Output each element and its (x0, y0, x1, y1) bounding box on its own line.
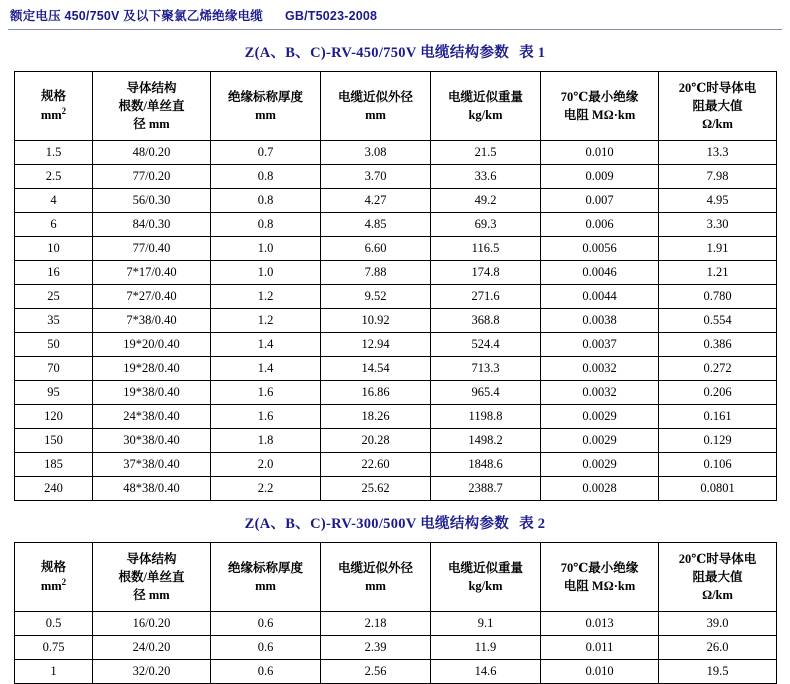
col-header-outer-diameter (321, 543, 431, 612)
col-header-weight (431, 72, 541, 141)
col-header-line: mm (365, 579, 386, 593)
col-header-insulation-thickness (211, 72, 321, 141)
table-cell: 9.52 (321, 285, 431, 309)
col-header-line: 规格 (40, 560, 66, 575)
table-cell: 965.4 (431, 381, 541, 405)
table-cell: 0.0056 (541, 237, 659, 261)
table-cell: 6 (15, 213, 93, 237)
table-cell: 120 (15, 405, 93, 429)
table-row (15, 261, 777, 285)
table-cell: 12.94 (321, 333, 431, 357)
table-cell: 2.0 (211, 453, 321, 477)
col-header-line: 20℃时导体电 (678, 551, 757, 566)
document-header (0, 0, 790, 26)
table-cell: 14.6 (431, 660, 541, 684)
col-header-line: mm (255, 579, 276, 593)
table-cell: 2.2 (211, 477, 321, 501)
table-1-title (0, 41, 790, 62)
col-header-spec (15, 72, 93, 141)
table-cell: 22.60 (321, 453, 431, 477)
table-cell: 16.86 (321, 381, 431, 405)
col-header-line: 阻最大值 (692, 98, 743, 113)
table-row (15, 333, 777, 357)
table-cell: 4.95 (659, 189, 777, 213)
table-row (15, 453, 777, 477)
table-cell: 16/0.20 (93, 612, 211, 636)
table-cell: 24*38/0.40 (93, 405, 211, 429)
document-title: 额定电压 450/750V 及以下聚氯乙烯绝缘电缆 (10, 9, 263, 23)
table-cell: 70 (15, 357, 93, 381)
table-2-title (0, 512, 790, 533)
table-cell: 0.0038 (541, 309, 659, 333)
table-cell: 0.272 (659, 357, 777, 381)
table-cell: 0.161 (659, 405, 777, 429)
table-cell: 37*38/0.40 (93, 453, 211, 477)
table-cell: 49.2 (431, 189, 541, 213)
col-header-line: 径 mm (133, 117, 170, 132)
table-cell: 19*28/0.40 (93, 357, 211, 381)
table-cell: 77/0.40 (93, 237, 211, 261)
col-header-line: 绝缘标称厚度 (227, 89, 303, 104)
col-header-line: 电缆近似重量 (447, 89, 523, 104)
table-cell: 271.6 (431, 285, 541, 309)
col-header-line: 绝缘标称厚度 (227, 560, 303, 575)
table-cell: 1.2 (211, 285, 321, 309)
table-cell: 713.3 (431, 357, 541, 381)
col-header-line: 电缆近似外径 (337, 89, 413, 104)
table-cell: 368.8 (431, 309, 541, 333)
table-row (15, 429, 777, 453)
table-cell: 7*27/0.40 (93, 285, 211, 309)
table-cell: 0.0032 (541, 357, 659, 381)
table-2-header-row (15, 543, 777, 612)
table-row (15, 189, 777, 213)
col-header-line: 规格 (40, 89, 66, 104)
col-header-spec (15, 543, 93, 612)
table-cell: 3.08 (321, 141, 431, 165)
table-cell: 13.3 (659, 141, 777, 165)
table-cell: 1.0 (211, 237, 321, 261)
table-cell: 10.92 (321, 309, 431, 333)
col-header-conductor-resistance (659, 72, 777, 141)
table-cell: 3.30 (659, 213, 777, 237)
table-cell: 174.8 (431, 261, 541, 285)
col-header-insulation-resistance (541, 543, 659, 612)
col-header-line: mm (365, 108, 386, 122)
table-cell: 35 (15, 309, 93, 333)
table-2-title-text: Z(A、B、C)-RV-300/500V 电缆结构参数 (244, 516, 510, 532)
table-cell: 0.6 (211, 660, 321, 684)
table-cell: 2.18 (321, 612, 431, 636)
col-header-conductor-structure (93, 72, 211, 141)
table-cell: 0.106 (659, 453, 777, 477)
table-1-header-row (15, 72, 777, 141)
table-cell: 0.007 (541, 189, 659, 213)
table-cell: 19*38/0.40 (93, 381, 211, 405)
table-cell: 25 (15, 285, 93, 309)
table-cell: 2.39 (321, 636, 431, 660)
col-header-line: 电缆近似外径 (337, 560, 413, 575)
table-cell: 0.0032 (541, 381, 659, 405)
col-header-line: 根数/单丝直 (118, 98, 185, 113)
table-row (15, 612, 777, 636)
col-header-line: 导体结构 (126, 80, 177, 95)
table-cell: 7*38/0.40 (93, 309, 211, 333)
table-row (15, 660, 777, 684)
table-cell: 0.206 (659, 381, 777, 405)
table-cell: 4.27 (321, 189, 431, 213)
table-1-head (15, 72, 777, 141)
col-header-line: kg/km (468, 108, 503, 122)
table-row (15, 357, 777, 381)
table-cell: 0.010 (541, 660, 659, 684)
table-cell: 0.129 (659, 429, 777, 453)
table-cell: 1.0 (211, 261, 321, 285)
table-cell: 7*17/0.40 (93, 261, 211, 285)
table-cell: 0.0037 (541, 333, 659, 357)
table-row (15, 165, 777, 189)
table-cell: 2388.7 (431, 477, 541, 501)
table-cell: 0.010 (541, 141, 659, 165)
table-cell: 185 (15, 453, 93, 477)
table-cell: 7.88 (321, 261, 431, 285)
table-cell: 0.6 (211, 612, 321, 636)
table-cell: 39.0 (659, 612, 777, 636)
table-cell: 1.6 (211, 405, 321, 429)
table-cell: 0.0029 (541, 453, 659, 477)
col-header-line: 根数/单丝直 (118, 569, 185, 584)
table-1-body (15, 141, 777, 501)
table-cell: 50 (15, 333, 93, 357)
cable-spec-table-1 (14, 71, 777, 501)
table-cell: 10 (15, 237, 93, 261)
table-cell: 1498.2 (431, 429, 541, 453)
table-cell: 524.4 (431, 333, 541, 357)
col-header-weight (431, 543, 541, 612)
table-2-wrapper (0, 542, 790, 684)
table-cell: 0.0029 (541, 405, 659, 429)
table-cell: 0.8 (211, 165, 321, 189)
table-cell: 32/0.20 (93, 660, 211, 684)
table-row (15, 285, 777, 309)
table-row (15, 309, 777, 333)
table-2-head (15, 543, 777, 612)
header-divider (8, 29, 782, 30)
table-cell: 1.2 (211, 309, 321, 333)
table-cell: 7.98 (659, 165, 777, 189)
table-cell: 2.5 (15, 165, 93, 189)
col-header-unit: $mm^2$ (40, 577, 67, 594)
col-header-line: 导体结构 (126, 551, 177, 566)
table-cell: 4.85 (321, 213, 431, 237)
col-header-line: 20℃时导体电 (678, 80, 757, 95)
table-cell: 0.009 (541, 165, 659, 189)
table-cell: 1848.6 (431, 453, 541, 477)
table-cell: 21.5 (431, 141, 541, 165)
table-cell: 26.0 (659, 636, 777, 660)
table-cell: 1.21 (659, 261, 777, 285)
table-cell: 240 (15, 477, 93, 501)
table-1-wrapper (0, 71, 790, 501)
table-cell: 116.5 (431, 237, 541, 261)
table-cell: 14.54 (321, 357, 431, 381)
col-header-line: 电阻 MΩ·km (563, 579, 636, 593)
table-cell: 0.8 (211, 213, 321, 237)
table-cell: 30*38/0.40 (93, 429, 211, 453)
table-cell: 0.554 (659, 309, 777, 333)
table-cell: 0.386 (659, 333, 777, 357)
table-cell: 0.0801 (659, 477, 777, 501)
table-cell: 56/0.30 (93, 189, 211, 213)
table-cell: 1.5 (15, 141, 93, 165)
col-header-conductor-resistance (659, 543, 777, 612)
table-1-title-text: Z(A、B、C)-RV-450/750V 电缆结构参数 (244, 45, 510, 61)
table-cell: 11.9 (431, 636, 541, 660)
table-row (15, 405, 777, 429)
table-row (15, 477, 777, 501)
col-header-line: Ω/km (702, 117, 733, 132)
table-cell: 0.5 (15, 612, 93, 636)
col-header-insulation-thickness (211, 543, 321, 612)
col-header-line: 径 mm (133, 588, 170, 603)
table-cell: 48/0.20 (93, 141, 211, 165)
col-header-line: 电阻 MΩ·km (563, 108, 636, 122)
table-cell: 1.91 (659, 237, 777, 261)
table-cell: 0.011 (541, 636, 659, 660)
table-2-number: 表 2 (519, 516, 546, 532)
table-cell: 0.006 (541, 213, 659, 237)
col-header-unit: $mm^2$ (40, 106, 67, 123)
table-cell: 18.26 (321, 405, 431, 429)
table-cell: 0.8 (211, 189, 321, 213)
table-cell: 1.6 (211, 381, 321, 405)
table-cell: 150 (15, 429, 93, 453)
standard-code: GB/T5023-2008 (284, 9, 378, 23)
table-cell: 0.0046 (541, 261, 659, 285)
col-header-line: 70℃最小绝缘 (560, 560, 639, 575)
table-cell: 6.60 (321, 237, 431, 261)
table-cell: 33.6 (431, 165, 541, 189)
table-cell: 0.75 (15, 636, 93, 660)
col-header-conductor-structure (93, 543, 211, 612)
table-cell: 0.6 (211, 636, 321, 660)
table-cell: 1 (15, 660, 93, 684)
table-row (15, 141, 777, 165)
table-cell: 1.4 (211, 333, 321, 357)
table-cell: 0.7 (211, 141, 321, 165)
table-cell: 9.1 (431, 612, 541, 636)
table-cell: 1198.8 (431, 405, 541, 429)
table-cell: 2.56 (321, 660, 431, 684)
table-cell: 19.5 (659, 660, 777, 684)
cable-spec-table-2 (14, 542, 777, 684)
table-cell: 16 (15, 261, 93, 285)
table-row (15, 213, 777, 237)
table-cell: 84/0.30 (93, 213, 211, 237)
table-cell: 24/0.20 (93, 636, 211, 660)
table-cell: 0.780 (659, 285, 777, 309)
table-cell: 1.4 (211, 357, 321, 381)
table-cell: 0.0029 (541, 429, 659, 453)
table-row (15, 636, 777, 660)
table-cell: 1.8 (211, 429, 321, 453)
table-row (15, 381, 777, 405)
table-cell: 77/0.20 (93, 165, 211, 189)
col-header-line: Ω/km (702, 588, 733, 603)
table-cell: 95 (15, 381, 93, 405)
table-cell: 4 (15, 189, 93, 213)
col-header-insulation-resistance (541, 72, 659, 141)
table-cell: 3.70 (321, 165, 431, 189)
table-cell: 25.62 (321, 477, 431, 501)
col-header-outer-diameter (321, 72, 431, 141)
table-row (15, 237, 777, 261)
table-cell: 69.3 (431, 213, 541, 237)
table-cell: 19*20/0.40 (93, 333, 211, 357)
table-cell: 20.28 (321, 429, 431, 453)
col-header-line: kg/km (468, 579, 503, 593)
col-header-line: 阻最大值 (692, 569, 743, 584)
table-cell: 0.013 (541, 612, 659, 636)
col-header-line: 电缆近似重量 (447, 560, 523, 575)
table-cell: 48*38/0.40 (93, 477, 211, 501)
table-cell: 0.0028 (541, 477, 659, 501)
table-cell: 0.0044 (541, 285, 659, 309)
table-1-number: 表 1 (519, 45, 546, 61)
col-header-line: mm (255, 108, 276, 122)
col-header-line: 70℃最小绝缘 (560, 89, 639, 104)
